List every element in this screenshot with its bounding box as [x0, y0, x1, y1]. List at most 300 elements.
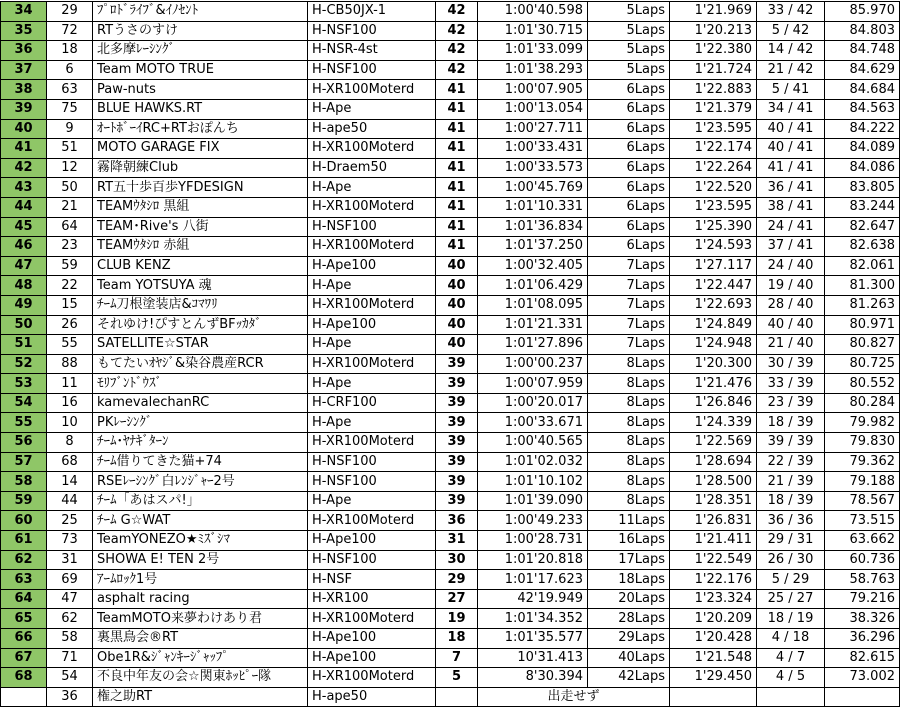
avg-speed-cell: 73.515 — [825, 511, 900, 531]
gap-cell: 8Laps — [588, 413, 670, 433]
team-name-cell: ﾌﾟﾛﾄﾞﾗｲﾌﾞ&ｲﾉｾﾝﾄ — [93, 2, 308, 22]
machine-cell: H-Ape100 — [308, 531, 436, 551]
table-row — [1, 511, 900, 531]
best-lap-cell: 36 / 36 — [757, 511, 825, 531]
entry-number-cell: 59 — [47, 256, 93, 276]
laps-cell: 18 — [436, 629, 478, 649]
machine-cell: H-Ape — [308, 491, 436, 511]
avg-speed-cell: 84.684 — [825, 80, 900, 100]
team-name-cell: 不良中年友の会☆関東ﾎｯﾋﾟｰ隊 — [93, 668, 308, 688]
position-cell: 50 — [1, 315, 47, 335]
laps-cell: 31 — [436, 531, 478, 551]
gap-cell: 40Laps — [588, 648, 670, 668]
position-cell: 46 — [1, 237, 47, 257]
position-cell: 63 — [1, 570, 47, 590]
avg-speed-cell: 80.971 — [825, 315, 900, 335]
best-time-cell: 1'26.846 — [670, 393, 757, 413]
machine-cell: H-Ape — [308, 335, 436, 355]
best-time-cell: 1'21.411 — [670, 531, 757, 551]
best-time-cell: 1'23.324 — [670, 589, 757, 609]
laps-cell: 41 — [436, 99, 478, 119]
machine-cell: H-ape50 — [308, 119, 436, 139]
machine-cell: H-NSF100 — [308, 21, 436, 41]
machine-cell: H-XR100Moterd — [308, 609, 436, 629]
best-lap-cell: 38 / 41 — [757, 197, 825, 217]
gap-cell: 42Laps — [588, 668, 670, 688]
position-cell: 47 — [1, 256, 47, 276]
position-cell: 61 — [1, 531, 47, 551]
entry-number-cell: 47 — [47, 589, 93, 609]
total-time-cell: 1:00'00.237 — [478, 354, 588, 374]
laps-cell: 42 — [436, 2, 478, 22]
best-lap-cell: 18 / 19 — [757, 609, 825, 629]
avg-speed-cell: 38.326 — [825, 609, 900, 629]
total-time-cell: 1:01'21.331 — [478, 315, 588, 335]
avg-speed-cell: 79.982 — [825, 413, 900, 433]
machine-cell: H-XR100Moterd — [308, 197, 436, 217]
total-time-cell: 1:01'39.090 — [478, 491, 588, 511]
best-time-cell: 1'20.209 — [670, 609, 757, 629]
avg-speed-cell: 84.748 — [825, 41, 900, 61]
table-row — [1, 119, 900, 139]
best-time-cell — [670, 687, 757, 707]
team-name-cell: 霧降朝練Club — [93, 158, 308, 178]
gap-cell: 20Laps — [588, 589, 670, 609]
team-name-cell: ｵｰﾄﾎﾞｰｲRC+RTおぽんち — [93, 119, 308, 139]
entry-number-cell: 29 — [47, 2, 93, 22]
best-lap-cell: 40 / 41 — [757, 139, 825, 159]
position-cell: 34 — [1, 2, 47, 22]
avg-speed-cell: 82.647 — [825, 217, 900, 237]
table-row — [1, 491, 900, 511]
team-name-cell: TeamMOTO来夢わけあり君 — [93, 609, 308, 629]
team-name-cell: Paw-nuts — [93, 80, 308, 100]
total-time-cell: 1:00'27.711 — [478, 119, 588, 139]
entry-number-cell: 63 — [47, 80, 93, 100]
best-lap-cell: 25 / 27 — [757, 589, 825, 609]
best-time-cell: 1'24.849 — [670, 315, 757, 335]
total-time-cell: 1:00'45.769 — [478, 178, 588, 198]
laps-cell: 40 — [436, 256, 478, 276]
position-cell: 54 — [1, 393, 47, 413]
best-time-cell: 1'21.476 — [670, 374, 757, 394]
table-row — [1, 99, 900, 119]
position-cell: 45 — [1, 217, 47, 237]
best-time-cell: 1'22.883 — [670, 80, 757, 100]
best-time-cell: 1'28.351 — [670, 491, 757, 511]
best-time-cell: 1'20.213 — [670, 21, 757, 41]
table-row — [1, 21, 900, 41]
best-time-cell: 1'21.724 — [670, 60, 757, 80]
table-row — [1, 237, 900, 257]
entry-number-cell: 15 — [47, 295, 93, 315]
table-row — [1, 629, 900, 649]
best-lap-cell: 5 / 41 — [757, 80, 825, 100]
best-time-cell: 1'27.117 — [670, 256, 757, 276]
team-name-cell: Team YOTSUYA 魂 — [93, 276, 308, 296]
position-cell: 68 — [1, 668, 47, 688]
best-lap-cell: 39 / 39 — [757, 433, 825, 453]
best-lap-cell: 40 / 40 — [757, 315, 825, 335]
machine-cell: H-CRF100 — [308, 393, 436, 413]
machine-cell: H-Ape — [308, 178, 436, 198]
gap-cell: 6Laps — [588, 119, 670, 139]
table-row — [1, 354, 900, 374]
total-time-cell: 8'30.394 — [478, 668, 588, 688]
avg-speed-cell: 81.263 — [825, 295, 900, 315]
position-cell: 40 — [1, 119, 47, 139]
team-name-cell: ﾁｰﾑ借りてきた猫+74 — [93, 452, 308, 472]
avg-speed-cell: 82.638 — [825, 237, 900, 257]
position-cell: 62 — [1, 550, 47, 570]
table-row — [1, 2, 900, 22]
entry-number-cell: 11 — [47, 374, 93, 394]
gap-cell: 16Laps — [588, 531, 670, 551]
best-time-cell: 1'21.969 — [670, 2, 757, 22]
table-row — [1, 413, 900, 433]
team-name-cell: もてたいｵﾔｼﾞ&染谷農産RCR — [93, 354, 308, 374]
total-time-cell: 1:01'30.715 — [478, 21, 588, 41]
avg-speed-cell: 84.089 — [825, 139, 900, 159]
avg-speed-cell: 79.362 — [825, 452, 900, 472]
laps-cell: 41 — [436, 217, 478, 237]
total-time-cell: 1:01'17.623 — [478, 570, 588, 590]
gap-cell: 29Laps — [588, 629, 670, 649]
total-time-cell: 1:01'08.095 — [478, 295, 588, 315]
entry-number-cell: 75 — [47, 99, 93, 119]
best-time-cell: 1'22.174 — [670, 139, 757, 159]
total-time-cell: 1:00'13.054 — [478, 99, 588, 119]
table-row — [1, 374, 900, 394]
machine-cell: H-XR100Moterd — [308, 237, 436, 257]
entry-number-cell: 64 — [47, 217, 93, 237]
entry-number-cell: 36 — [47, 687, 93, 707]
best-time-cell: 1'22.264 — [670, 158, 757, 178]
avg-speed-cell: 84.086 — [825, 158, 900, 178]
table-row — [1, 256, 900, 276]
laps-cell: 40 — [436, 335, 478, 355]
total-time-cell: 1:00'33.671 — [478, 413, 588, 433]
best-lap-cell: 26 / 30 — [757, 550, 825, 570]
total-time-cell: 1:01'38.293 — [478, 60, 588, 80]
avg-speed-cell: 80.827 — [825, 335, 900, 355]
avg-speed-cell: 83.244 — [825, 197, 900, 217]
machine-cell: H-Ape100 — [308, 629, 436, 649]
total-time-cell: 1:00'40.565 — [478, 433, 588, 453]
avg-speed-cell: 78.567 — [825, 491, 900, 511]
gap-cell: 6Laps — [588, 139, 670, 159]
position-cell — [1, 687, 47, 707]
entry-number-cell: 12 — [47, 158, 93, 178]
best-lap-cell: 5 / 29 — [757, 570, 825, 590]
table-row — [1, 472, 900, 492]
status-cell: 出走せず — [478, 687, 670, 707]
laps-cell: 5 — [436, 668, 478, 688]
position-cell: 37 — [1, 60, 47, 80]
best-lap-cell: 23 / 39 — [757, 393, 825, 413]
team-name-cell: それゆけ!ぴすとんずBFｯｶﾀﾞ — [93, 315, 308, 335]
machine-cell: H-Ape — [308, 276, 436, 296]
position-cell: 59 — [1, 491, 47, 511]
gap-cell: 6Laps — [588, 80, 670, 100]
total-time-cell: 1:00'07.905 — [478, 80, 588, 100]
laps-cell: 41 — [436, 237, 478, 257]
gap-cell: 6Laps — [588, 217, 670, 237]
position-cell: 64 — [1, 589, 47, 609]
gap-cell: 8Laps — [588, 472, 670, 492]
gap-cell: 5Laps — [588, 60, 670, 80]
avg-speed-cell: 84.629 — [825, 60, 900, 80]
entry-number-cell: 22 — [47, 276, 93, 296]
team-name-cell: PKﾚｰｼﾝｸﾞ — [93, 413, 308, 433]
total-time-cell: 1:01'20.818 — [478, 550, 588, 570]
laps-cell: 36 — [436, 511, 478, 531]
machine-cell: H-Ape — [308, 374, 436, 394]
best-time-cell: 1'22.176 — [670, 570, 757, 590]
total-time-cell: 1:00'33.431 — [478, 139, 588, 159]
table-row — [1, 589, 900, 609]
gap-cell: 8Laps — [588, 374, 670, 394]
total-time-cell: 1:01'36.834 — [478, 217, 588, 237]
gap-cell: 8Laps — [588, 393, 670, 413]
laps-cell: 40 — [436, 295, 478, 315]
machine-cell: H-NSF100 — [308, 217, 436, 237]
best-lap-cell: 30 / 39 — [757, 354, 825, 374]
machine-cell: H-XR100Moterd — [308, 511, 436, 531]
table-row — [1, 315, 900, 335]
best-lap-cell: 21 / 42 — [757, 60, 825, 80]
avg-speed-cell: 84.222 — [825, 119, 900, 139]
entry-number-cell: 72 — [47, 21, 93, 41]
entry-number-cell: 21 — [47, 197, 93, 217]
team-name-cell: ｱｰﾑﾛｯｸ1号 — [93, 570, 308, 590]
total-time-cell: 1:01'37.250 — [478, 237, 588, 257]
position-cell: 66 — [1, 629, 47, 649]
gap-cell: 5Laps — [588, 41, 670, 61]
best-time-cell: 1'21.379 — [670, 99, 757, 119]
best-lap-cell: 29 / 31 — [757, 531, 825, 551]
entry-number-cell: 9 — [47, 119, 93, 139]
table-row — [1, 276, 900, 296]
total-time-cell: 1:00'33.573 — [478, 158, 588, 178]
best-time-cell: 1'22.693 — [670, 295, 757, 315]
entry-number-cell: 14 — [47, 472, 93, 492]
avg-speed-cell: 60.736 — [825, 550, 900, 570]
best-time-cell: 1'22.569 — [670, 433, 757, 453]
best-time-cell: 1'25.390 — [670, 217, 757, 237]
machine-cell: H-NSF100 — [308, 550, 436, 570]
total-time-cell: 1:01'06.429 — [478, 276, 588, 296]
total-time-cell: 1:01'35.577 — [478, 629, 588, 649]
best-lap-cell: 24 / 41 — [757, 217, 825, 237]
position-cell: 58 — [1, 472, 47, 492]
gap-cell: 8Laps — [588, 491, 670, 511]
laps-cell: 40 — [436, 315, 478, 335]
laps-cell: 29 — [436, 570, 478, 590]
team-name-cell: 権之助RT — [93, 687, 308, 707]
laps-cell: 41 — [436, 178, 478, 198]
team-name-cell: Team MOTO TRUE — [93, 60, 308, 80]
laps-cell: 42 — [436, 60, 478, 80]
position-cell: 35 — [1, 21, 47, 41]
machine-cell: H-XR100Moterd — [308, 80, 436, 100]
avg-speed-cell: 82.061 — [825, 256, 900, 276]
machine-cell: H-XR100Moterd — [308, 295, 436, 315]
avg-speed-cell: 58.763 — [825, 570, 900, 590]
best-lap-cell: 18 / 39 — [757, 413, 825, 433]
team-name-cell: ﾁｰﾑ「あはスパ!」 — [93, 491, 308, 511]
entry-number-cell: 54 — [47, 668, 93, 688]
best-time-cell: 1'20.300 — [670, 354, 757, 374]
team-name-cell: ﾁｰﾑ刀根塗装店&ｺﾏﾜﾘ — [93, 295, 308, 315]
laps-cell: 19 — [436, 609, 478, 629]
entry-number-cell: 10 — [47, 413, 93, 433]
best-time-cell: 1'23.595 — [670, 119, 757, 139]
avg-speed-cell — [825, 687, 900, 707]
best-time-cell: 1'28.500 — [670, 472, 757, 492]
best-lap-cell: 18 / 39 — [757, 491, 825, 511]
gap-cell: 8Laps — [588, 452, 670, 472]
team-name-cell: TEAMｳﾀｼﾛ 赤組 — [93, 237, 308, 257]
gap-cell: 7Laps — [588, 335, 670, 355]
entry-number-cell: 16 — [47, 393, 93, 413]
gap-cell: 7Laps — [588, 256, 670, 276]
position-cell: 41 — [1, 139, 47, 159]
avg-speed-cell: 36.296 — [825, 629, 900, 649]
laps-cell: 41 — [436, 119, 478, 139]
entry-number-cell: 8 — [47, 433, 93, 453]
team-name-cell: BLUE HAWKS.RT — [93, 99, 308, 119]
best-time-cell: 1'22.520 — [670, 178, 757, 198]
team-name-cell: SHOWA E! TEN 2号 — [93, 550, 308, 570]
best-time-cell: 1'24.948 — [670, 335, 757, 355]
best-time-cell: 1'23.595 — [670, 197, 757, 217]
best-lap-cell: 24 / 40 — [757, 256, 825, 276]
laps-cell — [436, 687, 478, 707]
position-cell: 42 — [1, 158, 47, 178]
entry-number-cell: 18 — [47, 41, 93, 61]
best-time-cell: 1'22.549 — [670, 550, 757, 570]
machine-cell: H-Draem50 — [308, 158, 436, 178]
best-lap-cell: 28 / 40 — [757, 295, 825, 315]
machine-cell: H-XR100Moterd — [308, 354, 436, 374]
gap-cell: 6Laps — [588, 197, 670, 217]
best-lap-cell: 21 / 40 — [757, 335, 825, 355]
team-name-cell: RSEﾚｰｼﾝｸﾞ白ﾚﾝｼﾞｬｰ2号 — [93, 472, 308, 492]
gap-cell: 6Laps — [588, 99, 670, 119]
table-row — [1, 609, 900, 629]
team-name-cell: 北多摩ﾚｰｼﾝｸﾞ — [93, 41, 308, 61]
machine-cell: H-Ape — [308, 99, 436, 119]
table-row — [1, 452, 900, 472]
best-lap-cell: 4 / 18 — [757, 629, 825, 649]
entry-number-cell: 62 — [47, 609, 93, 629]
entry-number-cell: 55 — [47, 335, 93, 355]
position-cell: 44 — [1, 197, 47, 217]
total-time-cell: 1:00'20.017 — [478, 393, 588, 413]
machine-cell: H-XR100Moterd — [308, 668, 436, 688]
table-row — [1, 335, 900, 355]
avg-speed-cell: 63.662 — [825, 531, 900, 551]
table-row — [1, 668, 900, 688]
team-name-cell: ﾁｰﾑ G☆WAT — [93, 511, 308, 531]
table-row — [1, 139, 900, 159]
laps-cell: 39 — [436, 393, 478, 413]
gap-cell: 5Laps — [588, 21, 670, 41]
team-name-cell: Obe1R&ｼﾞｬﾝｷｰｼﾞｬｯﾌﾟ — [93, 648, 308, 668]
best-lap-cell: 33 / 39 — [757, 374, 825, 394]
team-name-cell: TEAM･Rive's 八街 — [93, 217, 308, 237]
results-table — [0, 1, 900, 707]
entry-number-cell: 73 — [47, 531, 93, 551]
entry-number-cell: 23 — [47, 237, 93, 257]
table-row — [1, 178, 900, 198]
laps-cell: 41 — [436, 80, 478, 100]
gap-cell: 8Laps — [588, 354, 670, 374]
machine-cell: H-NSF — [308, 570, 436, 590]
laps-cell: 42 — [436, 41, 478, 61]
position-cell: 39 — [1, 99, 47, 119]
machine-cell: H-Ape100 — [308, 648, 436, 668]
position-cell: 49 — [1, 295, 47, 315]
gap-cell: 7Laps — [588, 276, 670, 296]
total-time-cell: 42'19.949 — [478, 589, 588, 609]
best-lap-cell: 40 / 41 — [757, 119, 825, 139]
avg-speed-cell: 79.830 — [825, 433, 900, 453]
total-time-cell: 1:00'40.598 — [478, 2, 588, 22]
table-row — [1, 570, 900, 590]
gap-cell: 6Laps — [588, 237, 670, 257]
best-lap-cell: 5 / 42 — [757, 21, 825, 41]
avg-speed-cell: 73.002 — [825, 668, 900, 688]
position-cell: 38 — [1, 80, 47, 100]
position-cell: 67 — [1, 648, 47, 668]
team-name-cell: MOTO GARAGE FIX — [93, 139, 308, 159]
entry-number-cell: 6 — [47, 60, 93, 80]
position-cell: 60 — [1, 511, 47, 531]
total-time-cell: 1:00'32.405 — [478, 256, 588, 276]
position-cell: 65 — [1, 609, 47, 629]
gap-cell: 6Laps — [588, 178, 670, 198]
machine-cell: H-NSF100 — [308, 472, 436, 492]
laps-cell: 41 — [436, 158, 478, 178]
total-time-cell: 1:01'33.099 — [478, 41, 588, 61]
gap-cell: 28Laps — [588, 609, 670, 629]
entry-number-cell: 71 — [47, 648, 93, 668]
avg-speed-cell: 79.216 — [825, 589, 900, 609]
machine-cell: H-XR100Moterd — [308, 433, 436, 453]
total-time-cell: 1:01'10.331 — [478, 197, 588, 217]
total-time-cell: 1:00'07.959 — [478, 374, 588, 394]
table-row — [1, 433, 900, 453]
entry-number-cell: 69 — [47, 570, 93, 590]
total-time-cell: 1:01'10.102 — [478, 472, 588, 492]
best-lap-cell: 36 / 41 — [757, 178, 825, 198]
avg-speed-cell: 80.725 — [825, 354, 900, 374]
laps-cell: 42 — [436, 21, 478, 41]
table-row — [1, 80, 900, 100]
best-time-cell: 1'22.447 — [670, 276, 757, 296]
best-time-cell: 1'26.831 — [670, 511, 757, 531]
total-time-cell: 1:01'02.032 — [478, 452, 588, 472]
results-body — [1, 2, 900, 707]
gap-cell: 18Laps — [588, 570, 670, 590]
machine-cell: H-NSF100 — [308, 452, 436, 472]
best-lap-cell: 22 / 39 — [757, 452, 825, 472]
avg-speed-cell: 85.970 — [825, 2, 900, 22]
laps-cell: 30 — [436, 550, 478, 570]
table-row-dns — [1, 687, 900, 707]
